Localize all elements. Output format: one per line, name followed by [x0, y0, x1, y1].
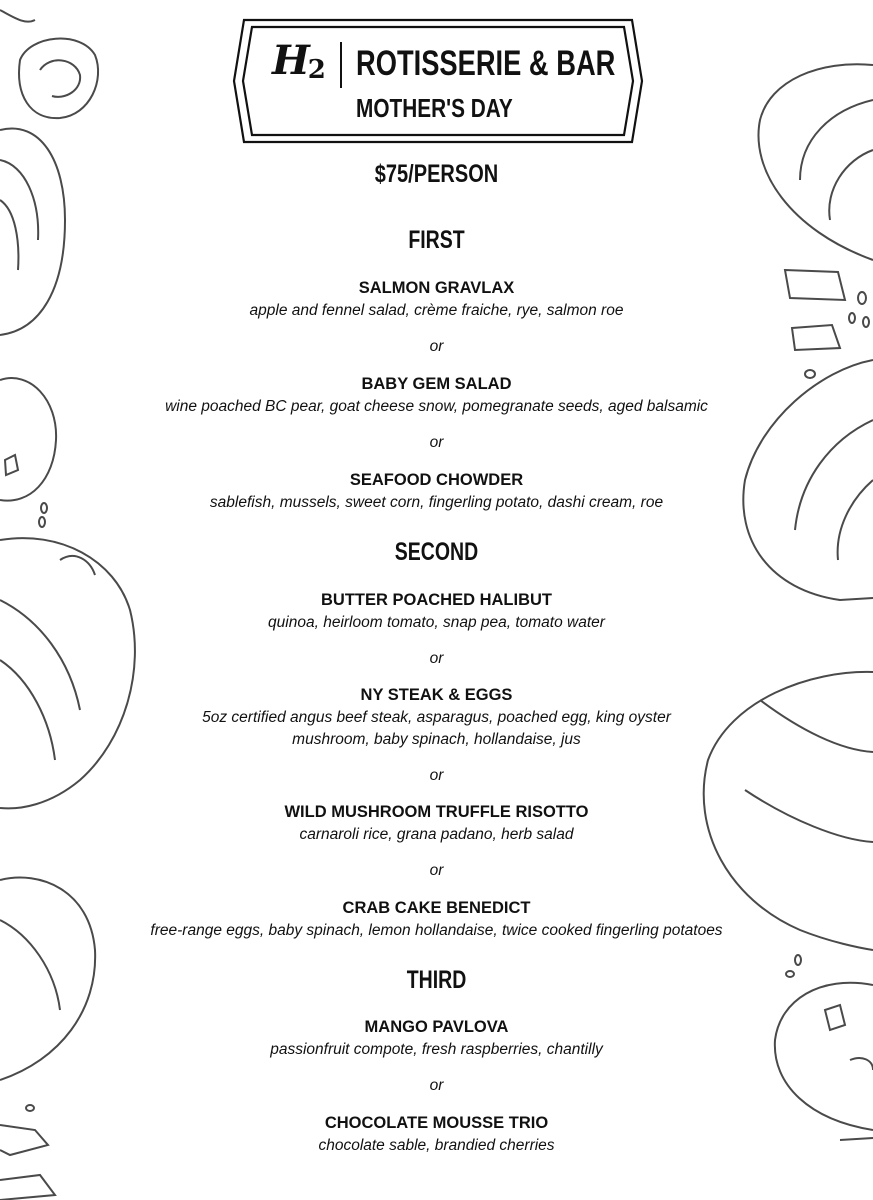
occasion-title: MOTHER'S DAY [356, 93, 513, 123]
dish-description: wine poached BC pear, goat cheese snow, pomegranate seeds, aged balsamic [165, 398, 708, 415]
dish-name: SALMON GRAVLAX [358, 279, 515, 297]
course-heading-first: FIRST [408, 226, 465, 254]
or-separator: or [429, 1077, 444, 1094]
dish-description: quinoa, heirloom tomato, snap pea, tomato water [268, 614, 605, 631]
or-separator: or [429, 650, 444, 667]
dish-name: MANGO PAVLOVA [364, 1018, 509, 1036]
dish-description: passionfruit compote, fresh raspberries, chantilly [270, 1041, 603, 1058]
or-separator: or [429, 767, 444, 784]
pepper-slice-sketch [0, 10, 98, 118]
or-separator: or [429, 338, 444, 355]
dish-name: BABY GEM SALAD [361, 375, 512, 393]
course-heading-third: THIRD [406, 966, 467, 994]
dish-name: NY STEAK & EGGS [360, 686, 513, 704]
dish-description: 5oz certified angus beef steak, asparagus, poached egg, king oyster mushroom, baby spinach, hollandaise, jus [202, 709, 671, 748]
h2-logo: H2 [272, 37, 324, 85]
dish-name: CRAB CAKE BENEDICT [342, 899, 531, 917]
or-separator: or [429, 862, 444, 879]
dish-description: apple and fennel salad, crème fraiche, rye, salmon roe [249, 302, 624, 319]
or-separator: or [429, 434, 444, 451]
dish-name: BUTTER POACHED HALIBUT [321, 591, 552, 609]
dish-name: CHOCOLATE MOUSSE TRIO [324, 1114, 549, 1132]
dish-description: free-range eggs, baby spinach, lemon hollandaise, twice cooked fingerling potatoes [150, 922, 723, 939]
dish-description: carnaroli rice, grana padano, herb salad [299, 826, 574, 843]
course-heading-second: SECOND [394, 538, 479, 566]
restaurant-name: ROTISSERIE & BAR [356, 44, 616, 83]
header-divider [340, 42, 342, 88]
dish-name: SEAFOOD CHOWDER [349, 471, 524, 489]
price-per-person: $75/PERSON [374, 160, 499, 188]
dish-name: WILD MUSHROOM TRUFFLE RISOTTO [284, 803, 589, 821]
dish-description: sablefish, mussels, sweet corn, fingerling potato, dashi cream, roe [209, 494, 664, 511]
dish-description: chocolate sable, brandied cherries [318, 1137, 555, 1154]
